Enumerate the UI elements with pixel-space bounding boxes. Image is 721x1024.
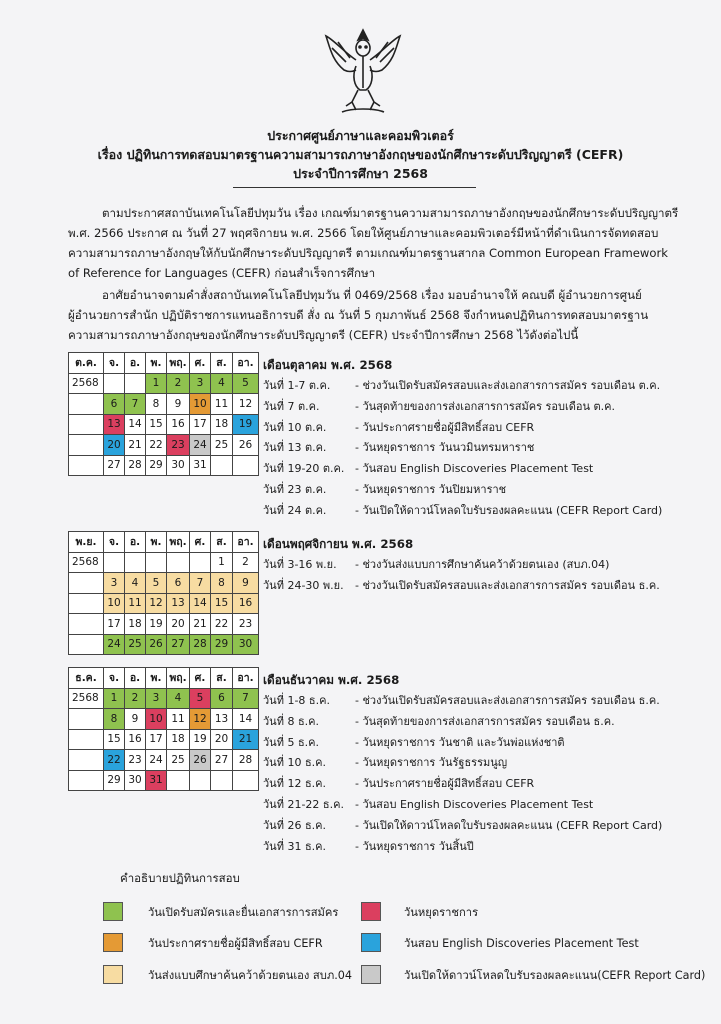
calendar-year-cell [69,614,104,635]
calendar-table [68,667,259,791]
event-text: - วันหยุดราชการ วันรัฐธรรมนูญ [355,756,508,770]
event-row [263,837,474,855]
title-line-1: ประกาศศูนย์ภาษาและคอมพิวเตอร์ [267,128,454,143]
event-row [263,501,662,519]
event-text: - ช่วงวันเปิดรับสมัครสอบและส่งเอกสารการสมัคร รอบเดือน ธ.ค. [355,694,660,707]
calendar-day-cell: 11 [211,394,233,415]
event-row [263,816,662,834]
calendar-day-cell: 5 [233,373,259,394]
title-block [0,126,721,183]
event-date: วันที่ 23 ต.ค. [263,483,327,496]
calendar-week-row [69,414,259,435]
calendar-day-cell: 4 [125,573,146,594]
event-row [263,691,660,709]
calendar-month-abbr: ต.ค. [69,353,104,374]
legend-label: วันประกาศรายชื่อผู้มีสิทธิ์สอบ CEFR [148,937,323,950]
calendar-day-header: จ. [104,353,125,374]
calendar-day-cell: 24 [190,435,211,456]
legend-label: วันสอบ English Discoveries Placement Test [404,937,639,950]
event-row [263,418,534,436]
calendar-day-cell: 3 [190,373,211,394]
calendar-day-cell: 16 [233,593,259,614]
calendar-week-row [69,435,259,456]
calendar-day-cell: 8 [104,709,125,730]
calendar-day-header: จ. [104,668,125,689]
event-date: วันที่ 8 ธ.ค. [263,714,320,728]
calendar-week-row [69,552,259,573]
calendar-day-cell: 14 [233,709,259,730]
event-text: - วันเปิดให้ดาวน์โหลดใบรับรองผลคะแนน (CEFR Report Card) [355,818,663,832]
event-text: - วันประกาศรายชื่อผู้มีสิทธิ์สอบ CEFR [355,420,535,434]
calendar-day-cell: 6 [167,573,190,594]
legend-swatch [361,933,381,952]
event-date: วันที่ 10 ธ.ค. [263,756,327,770]
calendar-day-cell: 12 [190,709,211,730]
event-row [263,733,565,751]
calendar-day-cell: 25 [167,750,190,771]
calendar-day-cell: 26 [146,634,167,655]
calendar-week-row [69,709,259,730]
event-date: วันที่ 5 ธ.ค. [263,735,320,749]
calendar-day-cell: 29 [104,770,125,791]
calendar-day-cell: 23 [167,435,190,456]
calendar-day-cell [167,552,190,573]
event-text: - วันสุดท้ายของการส่งเอกสารการสมัคร รอบเดือน ธ.ค. [355,714,615,728]
calendar-day-header: ส. [211,532,233,553]
calendar-day-cell: 21 [190,614,211,635]
event-row [263,480,506,498]
calendar-day-cell: 22 [211,614,233,635]
calendar-day-cell: 5 [190,688,211,709]
title-divider [233,187,476,188]
calendar-day-cell: 18 [167,729,190,750]
calendar-day-cell: 30 [233,634,259,655]
event-row [263,459,593,477]
calendar-day-cell [167,770,190,791]
calendar-day-cell: 18 [211,414,233,435]
paragraph-1-line: ความสามารถภาษาอังกฤษให้กับนักศึกษาระดับปริญญาตรี ตามเกณฑ์มาตรฐานสากล Common European Framework [68,246,668,260]
calendar-day-cell: 20 [211,729,233,750]
calendar-year-cell: 2568 [69,688,104,709]
calendar-day-cell: 25 [125,634,146,655]
event-text: - วันสอบ English Discoveries Placement Test [355,798,594,811]
event-date: วันที่ 24-30 พ.ย. [263,578,344,592]
calendar-day-cell: 26 [233,435,259,456]
calendar-day-header: อ. [125,668,146,689]
legend-title: คำอธิบายปฏิทินการสอบ [120,871,240,885]
legend-swatch [361,902,381,921]
calendar-day-cell: 8 [211,573,233,594]
calendar-day-cell: 25 [211,435,233,456]
calendar-year-cell [69,573,104,594]
paragraph-2-line: ความสามารถภาษาอังกฤษของนักศึกษาระดับปริญญาตรี (CEFR) ประจำปีการศึกษา 2568 ไว้ดังต่อไปนี้ [68,328,579,342]
event-text: - วันสอบ English Discoveries Placement Test [355,462,594,476]
calendar-week-row [69,455,259,476]
calendar-day-cell: 29 [211,634,233,655]
calendar-day-cell: 12 [146,593,167,614]
event-row [263,397,615,415]
calendar-day-cell: 21 [233,729,259,750]
event-text: - วันหยุดราชการ วันนวมินทรมหาราช [355,441,535,455]
paragraph-1 [68,203,680,283]
calendar-day-cell [190,552,211,573]
calendar-day-header: อา. [233,353,259,374]
title-line-3: ประจำปีการศึกษา 2568 [293,166,428,181]
event-text: - วันหยุดราชการ วันปิยมหาราช [355,483,507,496]
calendar-day-cell [211,455,233,476]
event-text: - วันหยุดราชการ วันสิ้นปี [355,839,474,853]
calendar-day-cell: 1 [211,552,233,573]
month-title: เดือนพฤศจิกายน พ.ศ. 2568 [263,537,414,551]
calendar-day-cell: 1 [104,688,125,709]
calendar-week-row [69,750,259,771]
calendar-day-cell [104,373,125,394]
event-text: - วันประกาศรายชื่อผู้มีสิทธิ์สอบ CEFR [355,777,535,791]
calendar-year-cell [69,394,104,415]
calendar-day-cell: 19 [146,614,167,635]
calendar-day-cell: 30 [125,770,146,791]
calendar-day-cell: 17 [104,614,125,635]
calendar-day-cell: 30 [167,455,190,476]
event-date: วันที่ 7 ต.ค. [263,399,320,413]
legend-label: วันส่งแบบศึกษาค้นคว้าด้วยตนเอง สบภ.04 [148,969,353,982]
event-date: วันที่ 13 ต.ค. [263,441,327,455]
legend-label: วันเปิดรับสมัครและยื่นเอกสารการสมัคร [148,906,339,919]
month-title: เดือนธันวาคม พ.ศ. 2568 [263,673,400,687]
calendar-day-cell: 19 [190,729,211,750]
calendar-day-cell: 19 [233,414,259,435]
calendar-day-header: พ. [146,353,167,374]
calendar-day-cell: 6 [211,688,233,709]
paragraph-1-line: of Reference for Languages (CEFR) ก่อนสำเร็จการศึกษา [68,266,376,280]
calendar-day-cell: 27 [167,634,190,655]
event-date: วันที่ 21-22 ธ.ค. [263,798,344,811]
calendar-day-cell: 22 [146,435,167,456]
calendar-day-cell: 9 [167,394,190,415]
calendar-day-cell: 10 [104,593,125,614]
calendar-day-cell: 10 [146,709,167,730]
calendar-week-row [69,593,259,614]
calendar-day-cell: 22 [104,750,125,771]
calendar-day-cell: 1 [146,373,167,394]
calendar-day-cell: 15 [104,729,125,750]
calendar-day-cell: 31 [190,455,211,476]
event-date: วันที่ 26 ธ.ค. [263,818,327,832]
calendar-day-cell: 17 [190,414,211,435]
calendar-day-cell: 21 [125,435,146,456]
calendar-day-cell: 3 [146,688,167,709]
calendar-day-cell: 4 [211,373,233,394]
calendar-day-cell: 31 [146,770,167,791]
paragraph-2-line: อาศัยอำนาจตามคำสั่งสถาบันเทคโนโลยีปทุมวัน ที่ 0469/2568 เรื่อง มอบอำนาจให้ คณบดี ผู้อำนวยการศูนย์ [102,288,642,302]
calendar-day-header: ศ. [190,668,211,689]
paragraph-1-line: ตามประกาศสถาบันเทคโนโลยีปทุมวัน เรื่อง เกณฑ์มาตรฐานความสามารถภาษาอังกฤษของนักศึกษาระดับปริญญาตรี [102,206,679,220]
calendar-table [68,531,259,655]
event-row [263,376,660,394]
event-date: วันที่ 24 ต.ค. [263,503,327,517]
calendar-day-cell: 23 [233,614,259,635]
calendar-day-cell: 13 [167,593,190,614]
event-date: วันที่ 19-20 ต.ค. [263,462,345,476]
calendar-day-cell: 10 [190,394,211,415]
calendar-day-header: พฤ. [167,668,190,689]
calendar-day-cell: 16 [125,729,146,750]
calendar-day-cell: 2 [167,373,190,394]
event-date: วันที่ 1-8 ธ.ค. [263,694,330,707]
calendar-day-cell: 7 [190,573,211,594]
event-row [263,753,507,771]
calendar-day-cell: 9 [233,573,259,594]
calendar-week-row [69,770,259,791]
calendar-week-row [69,634,259,655]
calendar-day-header: อ. [125,532,146,553]
calendar-day-header: ส. [211,668,233,689]
calendar-day-cell: 15 [211,593,233,614]
garuda-emblem-icon [322,26,404,118]
calendar-year-cell [69,593,104,614]
calendar-day-header: อา. [233,532,259,553]
calendar-day-cell: 7 [125,394,146,415]
legend-swatch [103,933,123,952]
calendar-day-cell: 20 [167,614,190,635]
event-date: วันที่ 3-16 พ.ย. [263,558,337,571]
calendar-day-header: ศ. [190,353,211,374]
calendar-week-row [69,373,259,394]
calendar-day-cell: 2 [125,688,146,709]
event-row [263,795,593,813]
month-title: เดือนตุลาคม พ.ศ. 2568 [263,358,393,372]
calendar-day-cell: 28 [190,634,211,655]
calendar-day-cell: 14 [125,414,146,435]
calendar-year-cell [69,770,104,791]
event-text: - วันสุดท้ายของการส่งเอกสารการสมัคร รอบเดือน ต.ค. [355,399,616,413]
calendar-year-cell [69,435,104,456]
calendar-day-cell [146,552,167,573]
event-row [263,555,609,573]
calendar-day-header: พ. [146,668,167,689]
calendar-day-cell: 11 [167,709,190,730]
calendar-day-cell: 4 [167,688,190,709]
calendar-month-abbr: ธ.ค. [69,668,104,689]
legend-label: วันเปิดให้ดาวน์โหลดใบรับรองผลคะแนน(CEFR Report Card) [404,969,706,982]
legend-swatch [103,902,123,921]
calendar-day-cell [211,770,233,791]
calendar-day-cell: 2 [233,552,259,573]
calendar-day-cell: 15 [146,414,167,435]
calendar-day-cell: 8 [146,394,167,415]
calendar-day-cell: 18 [125,614,146,635]
calendar-day-cell: 29 [146,455,167,476]
event-date: วันที่ 12 ธ.ค. [263,777,327,791]
calendar-table [68,352,259,476]
paragraph-2-line: ผู้อำนวยการสำนัก ปฏิบัติราชการแทนอธิการบดี สั่ง ณ วันที่ 5 กุมภาพันธ์ 2568 จึงกำหนดปฏิทินการทดสอบมาตรฐาน [68,308,649,322]
calendar-day-cell: 24 [146,750,167,771]
calendar-day-cell: 6 [104,394,125,415]
legend-swatch [361,965,381,984]
legend-swatch [103,965,123,984]
calendar-week-row [69,614,259,635]
calendar-day-cell: 28 [125,455,146,476]
calendar-day-cell: 13 [211,709,233,730]
calendar-year-cell [69,729,104,750]
calendar-week-row [69,688,259,709]
calendar-day-cell: 11 [125,593,146,614]
paragraph-2 [68,285,680,345]
calendar-year-cell [69,414,104,435]
calendar-day-header: จ. [104,532,125,553]
calendar-day-header: อา. [233,668,259,689]
calendar-week-row [69,573,259,594]
calendar-day-cell: 16 [167,414,190,435]
event-text: - ช่วงวันส่งแบบการศึกษาค้นคว้าด้วยตนเอง (สบภ.04) [355,558,610,571]
paragraph-1-line: พ.ศ. 2566 ประกาศ ณ วันที่ 27 พฤศจิกายน พ.ศ. 2566 โดยให้ศูนย์ภาษาและคอมพิวเตอร์มีหน้าที่ดำเนินการจัดทดสอบ [68,226,659,240]
calendar-year-cell [69,750,104,771]
calendar-week-row [69,729,259,750]
calendar-day-cell: 24 [104,634,125,655]
calendar-day-cell: 7 [233,688,259,709]
calendar-day-cell: 5 [146,573,167,594]
calendar-year-cell: 2568 [69,552,104,573]
calendar-day-cell: 14 [190,593,211,614]
calendar-day-cell: 28 [233,750,259,771]
calendar-day-cell: 20 [104,435,125,456]
calendar-month-abbr: พ.ย. [69,532,104,553]
calendar-day-cell: 27 [104,455,125,476]
calendar-day-cell: 27 [211,750,233,771]
calendar-year-cell [69,709,104,730]
event-text: - วันเปิดให้ดาวน์โหลดใบรับรองผลคะแนน (CEFR Report Card) [355,503,663,517]
calendar-day-cell [233,770,259,791]
event-date: วันที่ 31 ธ.ค. [263,839,327,853]
calendar-day-header: ส. [211,353,233,374]
calendar-day-cell: 26 [190,750,211,771]
event-row [263,438,534,456]
calendar-day-cell: 12 [233,394,259,415]
event-row [263,774,534,792]
event-text: - วันหยุดราชการ วันชาติ และวันพ่อแห่งชาติ [355,735,565,749]
event-date: วันที่ 1-7 ต.ค. [263,379,331,392]
event-text: - ช่วงวันเปิดรับสมัครสอบและส่งเอกสารการสมัคร รอบเดือน ธ.ค. [355,578,660,592]
calendar-day-cell: 17 [146,729,167,750]
event-date: วันที่ 10 ต.ค. [263,420,327,434]
calendar-day-cell [233,455,259,476]
calendar-day-header: ศ. [190,532,211,553]
calendar-day-cell [104,552,125,573]
calendar-year-cell: 2568 [69,373,104,394]
calendar-day-header: พ. [146,532,167,553]
legend-label: วันหยุดราชการ [404,906,479,919]
calendar-year-cell [69,455,104,476]
calendar-day-cell: 3 [104,573,125,594]
calendar-day-header: พฤ. [167,353,190,374]
calendar-year-cell [69,634,104,655]
calendar-day-cell [190,770,211,791]
calendar-day-header: อ. [125,353,146,374]
event-row [263,712,615,730]
event-row [263,576,660,594]
event-text: - ช่วงวันเปิดรับสมัครสอบและส่งเอกสารการสมัคร รอบเดือน ต.ค. [355,379,661,392]
calendar-week-row [69,394,259,415]
title-line-2: เรื่อง ปฏิทินการทดสอบมาตรฐานความสามารถภาษาอังกฤษของนักศึกษาระดับปริญญาตรี (CEFR) [97,147,624,162]
calendar-day-cell: 9 [125,709,146,730]
calendar-day-cell [125,552,146,573]
calendar-day-cell [125,373,146,394]
calendar-day-header: พฤ. [167,532,190,553]
calendar-day-cell: 23 [125,750,146,771]
calendar-day-cell: 13 [104,414,125,435]
